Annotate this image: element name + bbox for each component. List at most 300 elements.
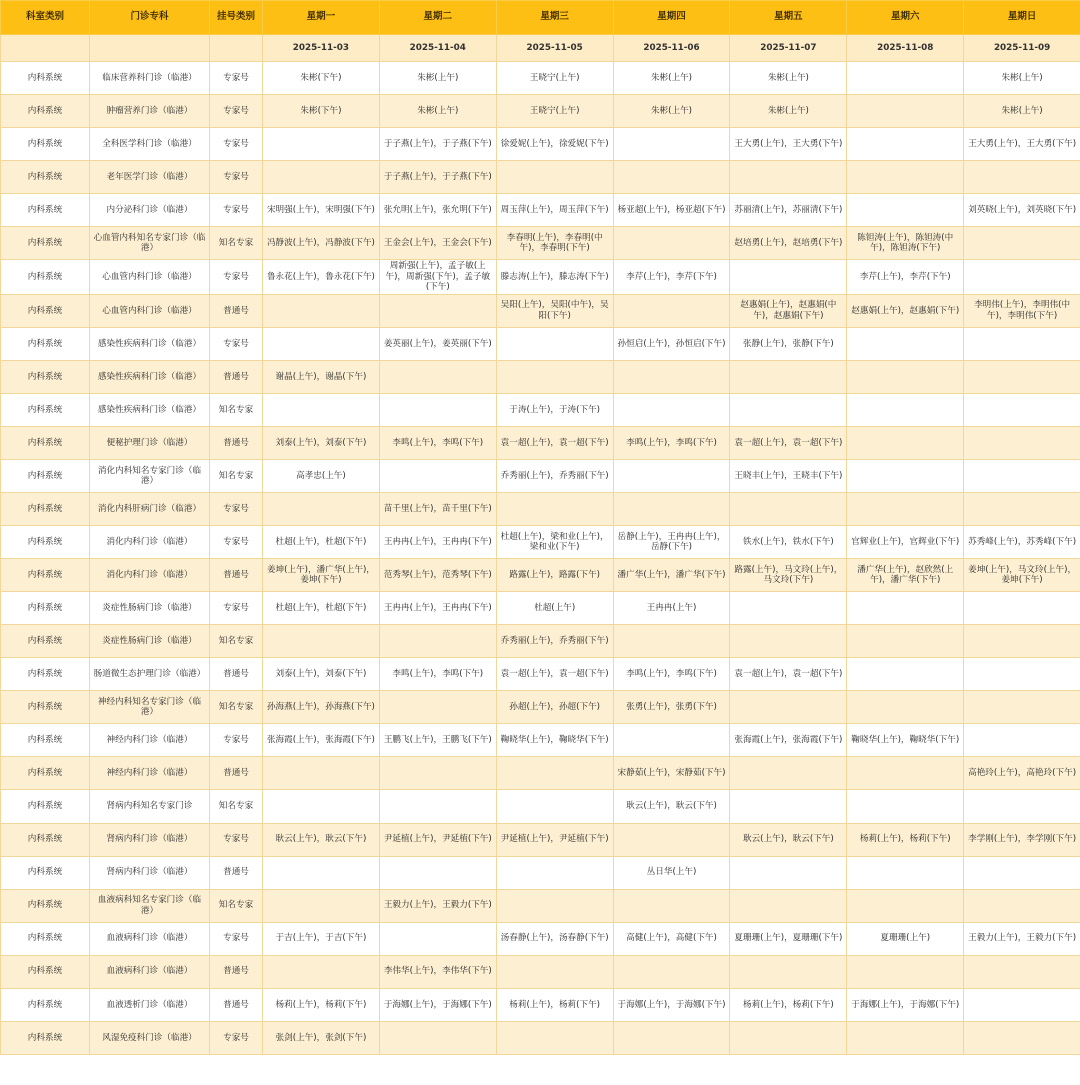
date-cell: 2025-11-07 [730,35,847,62]
schedule-cell [263,889,380,922]
schedule-cell: 丛日华(上午) [613,856,730,889]
schedule-cell [379,460,496,493]
schedule-cell: 王鹏飞(上午)，王鹏飞(下午) [379,724,496,757]
schedule-cell: 姜坤(上午)，潘广华(上午)，姜坤(下午) [263,559,380,592]
clinic-cell: 全科医学科门诊（临港） [90,128,210,161]
schedule-cell [847,62,964,95]
schedule-cell [379,691,496,724]
table-row [1,327,1080,360]
schedule-cell [730,493,847,526]
schedule-cell [847,889,964,922]
table-row [1,95,1080,128]
table-row [1,360,1080,393]
table-row [1,691,1080,724]
ticket-type-cell: 专家号 [210,260,263,295]
schedule-cell: 张海霞(上午)，张海霞(下午) [263,724,380,757]
schedule-cell: 陈钽涛(上午)，陈钽涛(中午)，陈钽涛(下午) [847,227,964,260]
schedule-cell: 李鸣(上午)，李鸣(下午) [613,426,730,459]
department-cell: 内科系统 [1,724,90,757]
department-cell: 内科系统 [1,1021,90,1054]
schedule-cell [730,889,847,922]
schedule-cell [964,426,1080,459]
schedule-cell: 王毅力(上午)，王毅力(下午) [379,889,496,922]
schedule-cell [379,625,496,658]
schedule-cell [964,360,1080,393]
schedule-cell: 刘泰(上午)，刘泰(下午) [263,426,380,459]
schedule-cell: 杜超(上午)，杜超(下午) [263,526,380,559]
table-row [1,161,1080,194]
department-cell: 内科系统 [1,227,90,260]
schedule-cell: 王冉冉(上午) [613,592,730,625]
schedule-cell [613,460,730,493]
schedule-cell [730,691,847,724]
schedule-cell [263,128,380,161]
schedule-cell [263,625,380,658]
department-cell: 内科系统 [1,426,90,459]
schedule-cell: 李明伟(上午)，李明伟(中午)，李明伟(下午) [964,294,1080,327]
schedule-cell [964,790,1080,823]
schedule-cell [263,856,380,889]
clinic-cell: 消化内科肝病门诊（临港） [90,493,210,526]
schedule-cell: 杨莉(上午)，杨莉(下午) [496,988,613,1021]
schedule-cell: 夏珊珊(上午)，夏珊珊(下午) [730,922,847,955]
schedule-cell: 朱彬(下午) [263,62,380,95]
schedule-cell [964,161,1080,194]
schedule-cell: 张海霞(上午)，张海霞(下午) [730,724,847,757]
schedule-cell [730,856,847,889]
schedule-cell: 王冉冉(上午)，王冉冉(下午) [379,592,496,625]
clinic-cell: 肾病内科门诊（临港） [90,823,210,856]
schedule-cell [613,823,730,856]
schedule-cell: 耿云(上午)，耿云(下午) [263,823,380,856]
schedule-cell: 张勇(上午)，张勇(下午) [613,691,730,724]
ticket-type-cell: 专家号 [210,1021,263,1054]
table-row [1,194,1080,227]
ticket-type-cell: 普通号 [210,757,263,790]
department-cell: 内科系统 [1,889,90,922]
schedule-cell [379,856,496,889]
schedule-cell [964,658,1080,691]
schedule-cell [613,360,730,393]
schedule-cell [730,393,847,426]
ticket-type-cell: 专家号 [210,526,263,559]
clinic-cell: 炎症性肠病门诊（临港） [90,592,210,625]
schedule-cell: 乔秀丽(上午)，乔秀丽(下午) [496,625,613,658]
table-row [1,658,1080,691]
clinic-cell: 心血管内科知名专家门诊（临港） [90,227,210,260]
schedule-cell: 鲁永花(上午)，鲁永花(下午) [263,260,380,295]
schedule-cell [847,757,964,790]
department-cell: 内科系统 [1,294,90,327]
clinic-cell: 血液病科知名专家门诊（临港） [90,889,210,922]
clinic-cell: 血液病科门诊（临港） [90,955,210,988]
schedule-cell: 范秀琴(上午)，范秀琴(下午) [379,559,496,592]
schedule-cell: 刘英晓(上午)，刘英晓(下午) [964,194,1080,227]
schedule-cell: 高健(上午)，高健(下午) [613,922,730,955]
schedule-cell: 朱彬(上午) [730,62,847,95]
schedule-cell: 李鸣(上午)，李鸣(下午) [613,658,730,691]
col-header-tue: 星期二 [379,1,496,35]
schedule-cell [496,757,613,790]
table-row [1,988,1080,1021]
ticket-type-cell: 专家号 [210,823,263,856]
schedule-cell [964,691,1080,724]
schedule-cell [964,460,1080,493]
schedule-cell: 杨莉(上午)，杨莉(下午) [730,988,847,1021]
schedule-cell: 尹延植(上午)，尹延植(下午) [496,823,613,856]
schedule-cell: 高孝忠(上午) [263,460,380,493]
ticket-type-cell: 专家号 [210,194,263,227]
schedule-cell [964,1021,1080,1054]
table-row [1,227,1080,260]
ticket-type-cell: 专家号 [210,95,263,128]
schedule-cell: 王冉冉(上午)，王冉冉(下午) [379,526,496,559]
schedule-cell: 鞠晓华(上午)，鞠晓华(下午) [496,724,613,757]
schedule-cell [847,460,964,493]
schedule-cell [847,426,964,459]
schedule-cell [730,161,847,194]
ticket-type-cell: 普通号 [210,988,263,1021]
schedule-cell: 夏珊珊(上午) [847,922,964,955]
date-cell [90,35,210,62]
table-row [1,823,1080,856]
department-cell: 内科系统 [1,658,90,691]
col-header-wed: 星期三 [496,1,613,35]
clinic-cell: 临床营养科门诊（临港） [90,62,210,95]
clinic-cell: 老年医学门诊（临港） [90,161,210,194]
schedule-cell [613,1021,730,1054]
clinic-cell: 心血管内科门诊（临港） [90,294,210,327]
date-cell [210,35,263,62]
schedule-cell [964,493,1080,526]
schedule-cell [964,260,1080,295]
table-row [1,889,1080,922]
clinic-cell: 炎症性肠病门诊（临港） [90,625,210,658]
schedule-cell [613,128,730,161]
schedule-cell: 杨亚超(上午)，杨亚超(下午) [613,194,730,227]
schedule-cell: 刘泰(上午)，刘泰(下午) [263,658,380,691]
clinic-cell: 风湿免疫科门诊（临港） [90,1021,210,1054]
schedule-cell: 杜超(上午)，梁和业(上午)，梁和业(下午) [496,526,613,559]
department-cell: 内科系统 [1,856,90,889]
department-cell: 内科系统 [1,823,90,856]
schedule-cell [730,757,847,790]
schedule-cell: 朱彬(上午) [613,62,730,95]
schedule-cell: 朱彬(下午) [263,95,380,128]
schedule-cell: 于海娜(上午)，于海娜(下午) [379,988,496,1021]
schedule-cell [730,260,847,295]
schedule-cell: 乔秀丽(上午)，乔秀丽(下午) [496,460,613,493]
department-cell: 内科系统 [1,757,90,790]
clinic-cell: 心血管内科门诊（临港） [90,260,210,295]
table-row [1,922,1080,955]
schedule-cell: 朱彬(上午) [730,95,847,128]
ticket-type-cell: 专家号 [210,592,263,625]
schedule-cell: 李春明(上午)，李春明(中午)，李春明(下午) [496,227,613,260]
schedule-cell [964,393,1080,426]
department-cell: 内科系统 [1,790,90,823]
schedule-cell [847,493,964,526]
schedule-cell: 孙超(上午)，孙超(下午) [496,691,613,724]
schedule-cell [847,658,964,691]
department-cell: 内科系统 [1,922,90,955]
schedule-cell: 耿云(上午)，耿云(下午) [730,823,847,856]
schedule-cell: 朱彬(上午) [613,95,730,128]
schedule-cell [847,360,964,393]
schedule-cell [964,625,1080,658]
schedule-cell [613,724,730,757]
schedule-cell: 于吉(上午)，于吉(下午) [263,922,380,955]
schedule-cell: 于子燕(上午)，于子燕(下午) [379,161,496,194]
schedule-cell: 袁一超(上午)，袁一超(下午) [730,426,847,459]
clinic-cell: 神经内科门诊（临港） [90,724,210,757]
col-header-thu: 星期四 [613,1,730,35]
department-cell: 内科系统 [1,625,90,658]
schedule-cell [379,757,496,790]
schedule-cell: 王晓丰(上午)，王晓丰(下午) [730,460,847,493]
schedule-cell [730,625,847,658]
date-cell: 2025-11-08 [847,35,964,62]
schedule-cell: 吴阳(上午)，吴阳(中午)，吴阳(下午) [496,294,613,327]
schedule-cell: 李学刚(上午)，李学刚(下午) [964,823,1080,856]
ticket-type-cell: 专家号 [210,62,263,95]
schedule-cell [847,691,964,724]
col-header-ticket-type: 挂号类别 [210,1,263,35]
schedule-cell: 苏秀峰(上午)，苏秀峰(下午) [964,526,1080,559]
schedule-cell: 高艳玲(上午)，高艳玲(下午) [964,757,1080,790]
schedule-cell: 张剑(上午)，张剑(下午) [263,1021,380,1054]
table-row [1,955,1080,988]
ticket-type-cell: 知名专家 [210,889,263,922]
schedule-cell [379,922,496,955]
department-cell: 内科系统 [1,493,90,526]
ticket-type-cell: 知名专家 [210,691,263,724]
schedule-cell: 杜超(上午) [496,592,613,625]
schedule-cell [847,856,964,889]
col-header-mon: 星期一 [263,1,380,35]
ticket-type-cell: 普通号 [210,856,263,889]
clinic-cell: 肾病内科门诊（临港） [90,856,210,889]
schedule-cell [496,889,613,922]
ticket-type-cell: 专家号 [210,128,263,161]
schedule-cell: 滕志涛(上午)，滕志涛(下午) [496,260,613,295]
schedule-cell [496,327,613,360]
schedule-cell: 王大勇(上午)，王大勇(下午) [730,128,847,161]
schedule-cell [730,592,847,625]
schedule-cell [496,493,613,526]
schedule-cell [730,360,847,393]
schedule-cell [847,161,964,194]
schedule-cell: 于海娜(上午)，于海娜(下午) [847,988,964,1021]
schedule-cell: 孙恒启(上午)，孙恒启(下午) [613,327,730,360]
schedule-cell: 苏丽清(上午)，苏丽清(下午) [730,194,847,227]
schedule-cell [964,856,1080,889]
schedule-cell [964,955,1080,988]
schedule-cell [263,757,380,790]
clinic-cell: 消化内科知名专家门诊（临港） [90,460,210,493]
schedule-cell: 李芹(上午)，李芹(下午) [847,260,964,295]
schedule-cell [847,95,964,128]
schedule-cell [730,955,847,988]
schedule-cell [847,393,964,426]
table-row [1,260,1080,295]
department-cell: 内科系统 [1,460,90,493]
clinic-cell: 血液透析门诊（临港） [90,988,210,1021]
department-cell: 内科系统 [1,194,90,227]
schedule-cell: 张静(上午)，张静(下午) [730,327,847,360]
date-cell: 2025-11-05 [496,35,613,62]
schedule-cell: 朱彬(上午) [964,62,1080,95]
schedule-cell [379,294,496,327]
department-cell: 内科系统 [1,592,90,625]
department-cell: 内科系统 [1,95,90,128]
schedule-cell [496,1021,613,1054]
table-row [1,393,1080,426]
schedule-cell: 李鸣(上午)，李鸣(下午) [379,426,496,459]
ticket-type-cell: 普通号 [210,294,263,327]
clinic-cell: 神经内科知名专家门诊（临港） [90,691,210,724]
schedule-cell [613,889,730,922]
date-cell: 2025-11-04 [379,35,496,62]
table-row [1,856,1080,889]
department-cell: 内科系统 [1,691,90,724]
ticket-type-cell: 知名专家 [210,460,263,493]
schedule-cell [613,227,730,260]
schedule-cell: 袁一超(上午)，袁一超(下午) [496,426,613,459]
schedule-cell: 袁一超(上午)，袁一超(下午) [730,658,847,691]
schedule-cell: 李鸣(上午)，李鸣(下午) [379,658,496,691]
schedule-cell: 朱彬(上午) [964,95,1080,128]
schedule-cell: 路露(上午)，路露(下午) [496,559,613,592]
schedule-cell: 于海娜(上午)，于海娜(下午) [613,988,730,1021]
schedule-cell [964,988,1080,1021]
clinic-cell: 消化内科门诊（临港） [90,559,210,592]
schedule-cell [964,724,1080,757]
clinic-cell: 感染性疾病科门诊（临港） [90,360,210,393]
ticket-type-cell: 普通号 [210,360,263,393]
schedule-cell: 王毅力(上午)，王毅力(下午) [964,922,1080,955]
ticket-type-cell: 专家号 [210,493,263,526]
schedule-cell [263,294,380,327]
col-header-clinic: 门诊专科 [90,1,210,35]
schedule-cell: 潘广华(上午)，赵欣然(上午)，潘广华(下午) [847,559,964,592]
ticket-type-cell: 专家号 [210,327,263,360]
schedule-cell: 岳静(上午)，王冉冉(上午)，岳静(下午) [613,526,730,559]
department-cell: 内科系统 [1,988,90,1021]
table-row [1,493,1080,526]
schedule-cell [613,955,730,988]
schedule-cell [730,790,847,823]
schedule-cell: 徐爱妮(上午)，徐爱妮(下午) [496,128,613,161]
department-cell: 内科系统 [1,559,90,592]
schedule-cell [379,393,496,426]
schedule-cell [263,393,380,426]
ticket-type-cell: 专家号 [210,161,263,194]
schedule-cell [496,790,613,823]
clinic-cell: 神经内科门诊（临港） [90,757,210,790]
schedule-cell [847,327,964,360]
ticket-type-cell: 知名专家 [210,625,263,658]
clinic-cell: 内分泌科门诊（临港） [90,194,210,227]
schedule-cell [730,1021,847,1054]
ticket-type-cell: 专家号 [210,922,263,955]
table-row [1,426,1080,459]
ticket-type-cell: 普通号 [210,559,263,592]
col-header-department: 科室类别 [1,1,90,35]
schedule-cell: 张允明(上午)，张允明(下午) [379,194,496,227]
date-cell: 2025-11-06 [613,35,730,62]
table-row [1,128,1080,161]
schedule-cell [613,393,730,426]
department-cell: 内科系统 [1,260,90,295]
schedule-cell: 王晓宁(上午) [496,95,613,128]
schedule-cell: 王金会(上午)，王金会(下午) [379,227,496,260]
col-header-fri: 星期五 [730,1,847,35]
department-cell: 内科系统 [1,161,90,194]
schedule-cell: 王大勇(上午)，王大勇(下午) [964,128,1080,161]
schedule-cell: 姜坤(上午)，马文玲(上午)，姜坤(下午) [964,559,1080,592]
schedule-cell: 冯静波(上午)，冯静波(下午) [263,227,380,260]
clinic-cell: 消化内科门诊（临港） [90,526,210,559]
schedule-cell [263,327,380,360]
ticket-type-cell: 普通号 [210,426,263,459]
ticket-type-cell: 普通号 [210,658,263,691]
schedule-cell: 杨莉(上午)，杨莉(下午) [847,823,964,856]
table-row [1,526,1080,559]
schedule-cell [496,856,613,889]
schedule-cell [263,790,380,823]
schedule-cell [847,790,964,823]
table-row [1,62,1080,95]
schedule-cell: 汤春静(上午)，汤春静(下午) [496,922,613,955]
date-row [1,35,1080,62]
schedule-cell: 铁水(上午)，铁水(下午) [730,526,847,559]
table-row [1,1021,1080,1054]
schedule-cell [847,194,964,227]
schedule-cell [847,1021,964,1054]
schedule-cell: 于涛(上午)，于涛(下午) [496,393,613,426]
ticket-type-cell: 普通号 [210,955,263,988]
schedule-cell: 杨莉(上午)，杨莉(下午) [263,988,380,1021]
schedule-cell: 王晓宁(上午) [496,62,613,95]
table-row [1,592,1080,625]
date-cell: 2025-11-09 [964,35,1080,62]
ticket-type-cell: 知名专家 [210,227,263,260]
schedule-cell: 谢晶(上午)，谢晶(下午) [263,360,380,393]
schedule-cell: 官辉业(上午)，官辉业(下午) [847,526,964,559]
schedule-cell: 尹延植(上午)，尹延植(下午) [379,823,496,856]
schedule-cell: 宋明强(上午)，宋明强(下午) [263,194,380,227]
schedule-cell: 苗千里(上午)，苗千里(下午) [379,493,496,526]
schedule-cell [263,955,380,988]
schedule-cell: 赵惠娟(上午)，赵惠娟(中午)，赵惠娟(下午) [730,294,847,327]
col-header-sun: 星期日 [964,1,1080,35]
department-cell: 内科系统 [1,128,90,161]
clinic-cell: 血液病科门诊（临港） [90,922,210,955]
schedule-cell: 朱彬(上午) [379,62,496,95]
department-cell: 内科系统 [1,62,90,95]
schedule-cell: 周玉萍(上午)，周玉萍(下午) [496,194,613,227]
ticket-type-cell: 专家号 [210,724,263,757]
schedule-cell: 杜超(上午)，杜超(下午) [263,592,380,625]
department-cell: 内科系统 [1,360,90,393]
header-row [1,1,1080,35]
schedule-cell [847,625,964,658]
schedule-cell: 宋静茹(上午)，宋静茹(下午) [613,757,730,790]
schedule-cell [847,128,964,161]
ticket-type-cell: 知名专家 [210,393,263,426]
schedule-cell [847,592,964,625]
